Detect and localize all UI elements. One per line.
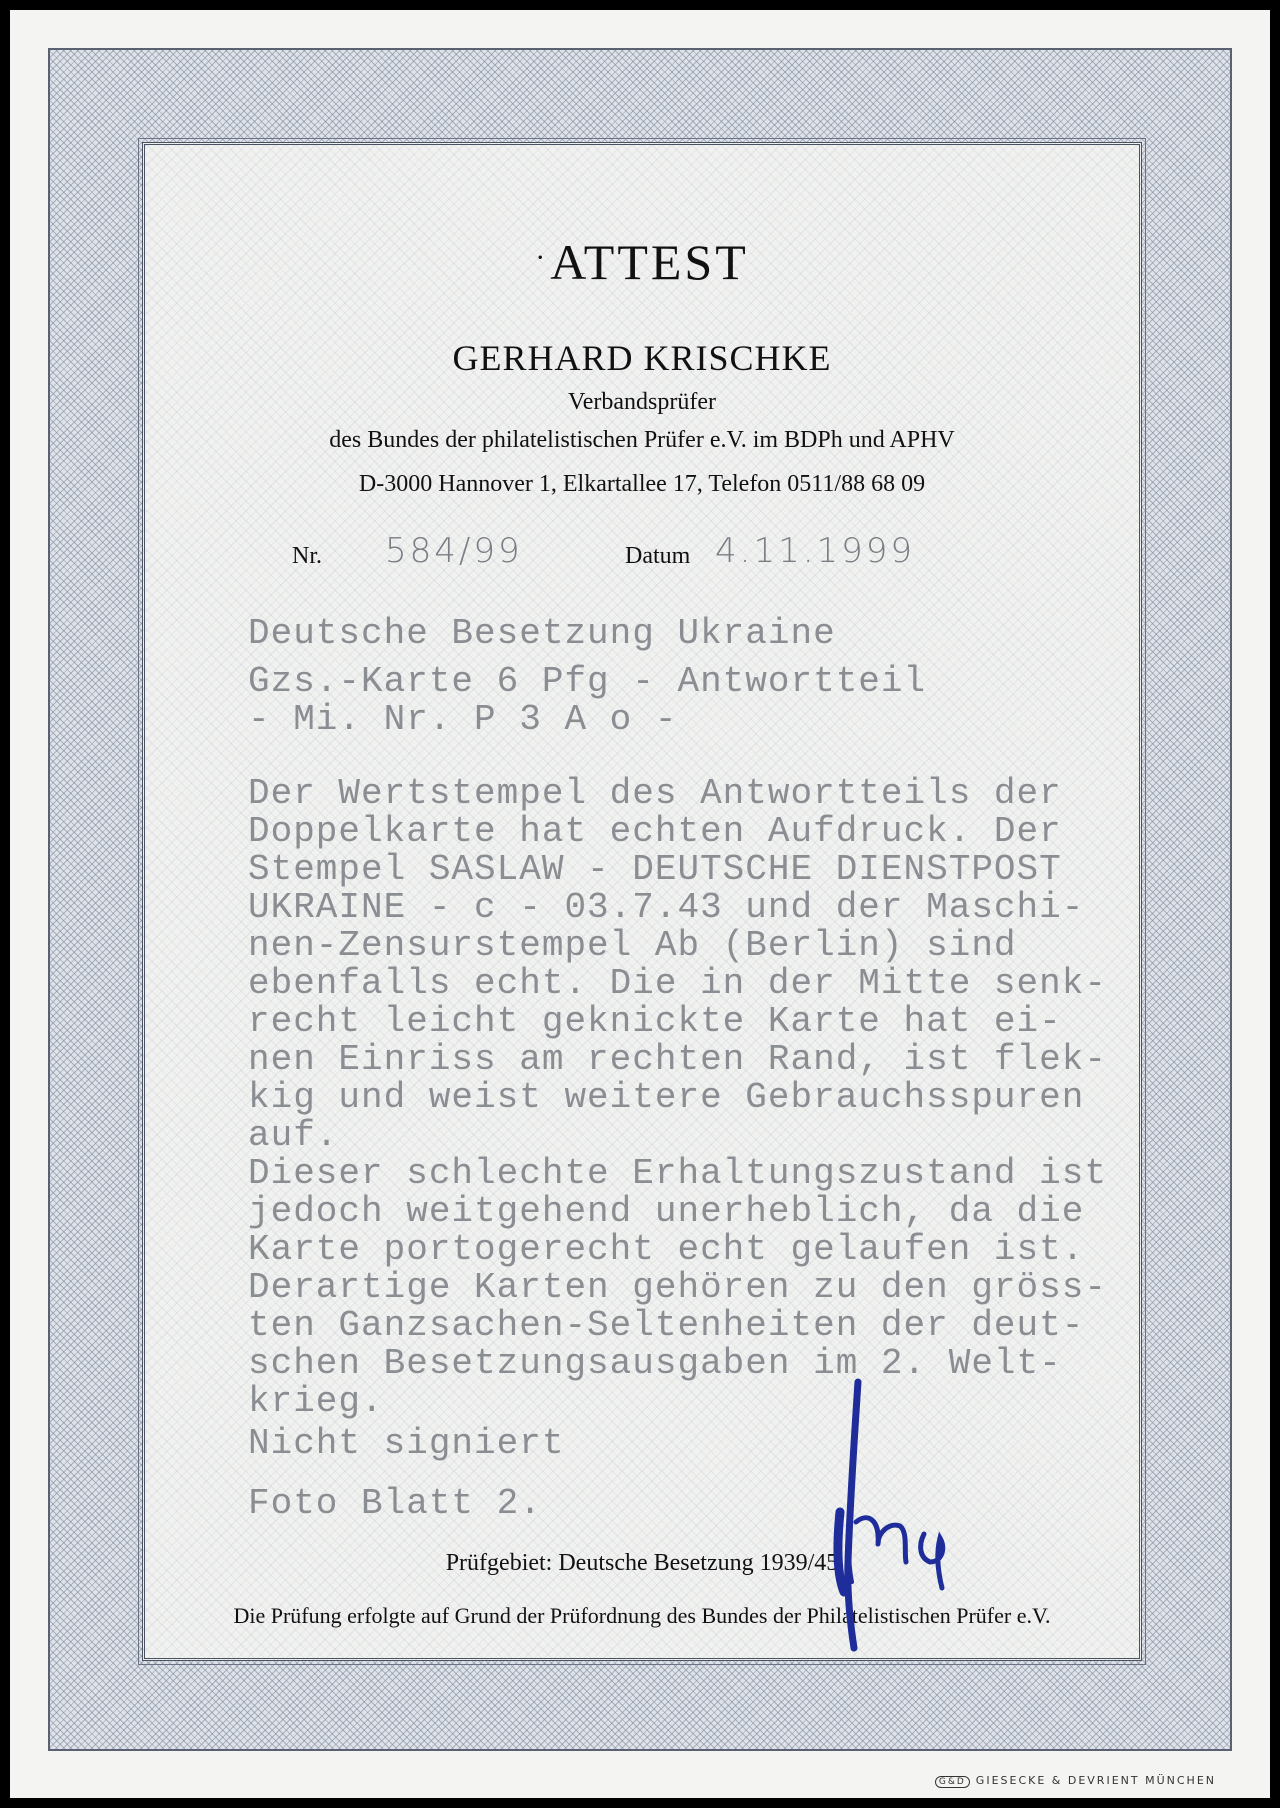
title-text: ATTEST [550, 234, 749, 290]
item-country: Deutsche Besetzung Ukraine [248, 613, 836, 654]
printer-imprint [935, 1774, 1216, 1788]
item-description: Gzs.-Karte 6 Pfg - Antwortteil [248, 661, 927, 702]
signature-note: Nicht signiert [248, 1423, 565, 1464]
printer-name: GIESECKE & DEVRIENT MÜNCHEN [975, 1774, 1216, 1787]
findings-paragraph: Der Wertstempel des Antwortteils der Doppelkarte hat echten Aufdruck. Der Stempel SASLAW - DEUTSCHE DIENSTPOST UKRAINE - c - 03.7.43 und der Maschi- nen-Zensurstempel Ab (Berlin) sind ebenfalls echt. Die in der Mitte senk- recht leicht geknickte Karte hat ei- nen Einriss am rechten Rand, ist flek- kig und weist weitere Gebrauchsspuren auf. [248, 773, 1107, 1156]
date-value: 4.11.1999 [715, 531, 916, 571]
number-value: 584/99 [385, 531, 523, 571]
examiner-address: D-3000 Hannover 1, Elkartallee 17, Telefon 0511/88 68 09 [358, 471, 926, 497]
date-label: Datum [625, 543, 691, 569]
examiner-role: Verbandsprüfer [568, 389, 716, 415]
number-label: Nr. [292, 543, 322, 569]
examiner-association: des Bundes der philatelistischen Prüfer e.V. im BDPh und APHV [329, 427, 955, 453]
handwritten-signature [796, 1362, 976, 1652]
tick-mark-icon: · [535, 241, 549, 274]
field-of-expertise: Prüfgebiet: Deutsche Besetzung 1939/45 [445, 1550, 839, 1576]
examiner-name: GERHARD KRISCHKE [452, 338, 832, 378]
legal-basis: Die Prüfung erfolgte auf Grund der Prüfordnung des Bundes der Philatelistischen Prüfer e.V. [233, 1603, 1051, 1628]
photo-note: Foto Blatt 2. [248, 1483, 542, 1524]
guilloche-border [48, 48, 1232, 1751]
printer-logo-icon: G&D [935, 1776, 970, 1788]
certificate-panel [142, 142, 1142, 1661]
item-catalog-number: - Mi. Nr. P 3 A o - [248, 699, 678, 740]
certificate-sheet [10, 10, 1270, 1798]
certificate-title [145, 233, 1139, 291]
assessment-paragraph: Dieser schlechte Erhaltungszustand ist jedoch weitgehend unerheblich, da die Karte portogerecht echt gelaufen ist. Derartige Karten gehören zu den gröss- ten Ganzsachen-Seltenheiten der deut- schen Besetzungsausgaben im 2. Welt- krieg. [248, 1153, 1107, 1422]
